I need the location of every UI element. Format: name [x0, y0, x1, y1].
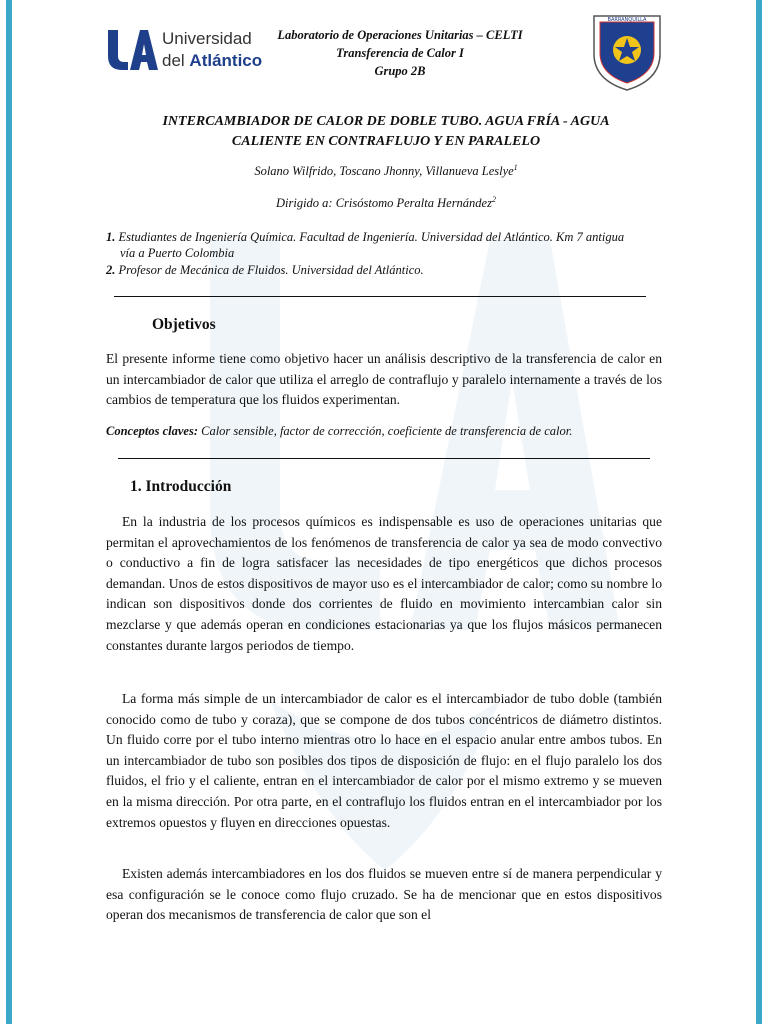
logo-text-line1: Universidad	[162, 29, 252, 48]
intro-paragraph-2: La forma más simple de un intercambiador de calor es el intercambiador de tubo doble (también conocido como de tubo y coraza), que se compone de dos tubos concéntricos de diámetro distintos. Un fluido corre por el tubo interno mientras otro lo hace en el espacio anular entre ambos tubos. En un intercambiador de tubo son posibles dos tipos de disposición de flujo: en el flujo paralelo los dos fluidos, el frio y el caliente, entran en el intercambiador de calor por el mismo extremo y se mueven en la misma dirección. Por otra parte, en el contraflujo los fluidos entran en el intercambiador por los extremos opuestos y fluyen en direcciones opuestas.	[106, 691, 662, 830]
affiliation-2	[106, 262, 666, 278]
logo-text-line2-pre: del	[162, 51, 190, 70]
objetivos-paragraph: El presente informe tiene como objetivo hacer un análisis descriptivo de la transferencia de calor en un intercambiador de calor que utiliza el arreglo de contraflujo y paralelo internamente a través de los cambios de temperatura que los fluidos experimentan.	[106, 351, 662, 408]
affiliation-text: Profesor de Mecánica de Fluidos. Universidad del Atlántico.	[118, 263, 424, 277]
paper-title	[112, 112, 660, 152]
director-line	[112, 196, 660, 211]
divider-top	[114, 296, 646, 297]
author-names: Solano Wilfrido, Toscano Jhonny, Villanueva Leslye	[254, 164, 514, 178]
director-mark: 2	[491, 194, 496, 204]
header-line-1: Laboratorio de Operaciones Unitarias – CELTI	[277, 28, 523, 42]
affiliation-number: 2.	[106, 263, 116, 277]
affiliation-number: 1.	[106, 230, 116, 244]
author-list	[112, 164, 660, 179]
divider-bottom	[118, 458, 650, 459]
keywords-label: Conceptos claves:	[106, 424, 198, 438]
title-line-1: INTERCAMBIADOR DE CALOR DE DOBLE TUBO. AGUA FRÍA - AGUA	[162, 114, 610, 129]
left-accent-bar	[6, 0, 12, 1024]
affiliation-1	[106, 229, 666, 261]
keywords-text: Calor sensible, factor de corrección, coeficiente de transferencia de calor.	[198, 424, 573, 438]
university-seal	[588, 10, 666, 92]
right-accent-bar	[756, 0, 762, 1024]
author-mark: 1	[513, 162, 518, 172]
objetivos-heading: Objetivos	[152, 316, 216, 333]
intro-paragraph-1: En la industria de los procesos químicos es indispensable es uso de operaciones unitarias que permitan el aprovechamientos de los fenómenos de transferencia de calor ya sea de modo convectivo o conductivo a fin de logra satisfacer las necesidades de tipo energéticos que dichos procesos demandan. Unos de estos dispositivos de mayor uso es el intercambiador de calor; como su nombre lo indican son dispositivos donde dos corrientes de fluido en movimiento intercambian calor sin mezclarse y que además operan en condiciones estacionarias ya que los flujos másicos permanecen constantes durante largos periodos de tiempo.	[106, 514, 662, 653]
affiliation-text: Estudiantes de Ingeniería Química. Facultad de Ingeniería. Universidad del Atlántico. Km 7 antigua	[118, 230, 625, 244]
header-line-2: Transferencia de Calor I	[336, 46, 464, 60]
intro-paragraph-3: Existen además intercambiadores en los dos fluidos se mueven entre sí de manera perpendicular y esa configuración se le conoce como flujo cruzado. Se ha de mencionar que en estos dispositivos operan dos mecanismos de transferencia de calor que son el	[106, 866, 662, 923]
affiliation-continuation: vía a Puerto Colombia	[120, 246, 235, 260]
title-line-2: CALIENTE EN CONTRAFLUJO Y EN PARALELO	[231, 134, 541, 149]
logo-text-line2-main: Atlántico	[189, 51, 263, 70]
introduccion-heading: 1. Introducción	[130, 478, 232, 495]
university-logo	[106, 22, 264, 74]
seal-text-top: BARRANQUILLA	[607, 17, 647, 23]
director-text: Dirigido a: Crisóstomo Peralta Hernández	[276, 196, 492, 210]
svg-text:del Atlántico	[162, 51, 262, 70]
course-header	[268, 26, 532, 80]
header-line-3: Grupo 2B	[374, 64, 426, 78]
keywords-line	[106, 424, 666, 439]
